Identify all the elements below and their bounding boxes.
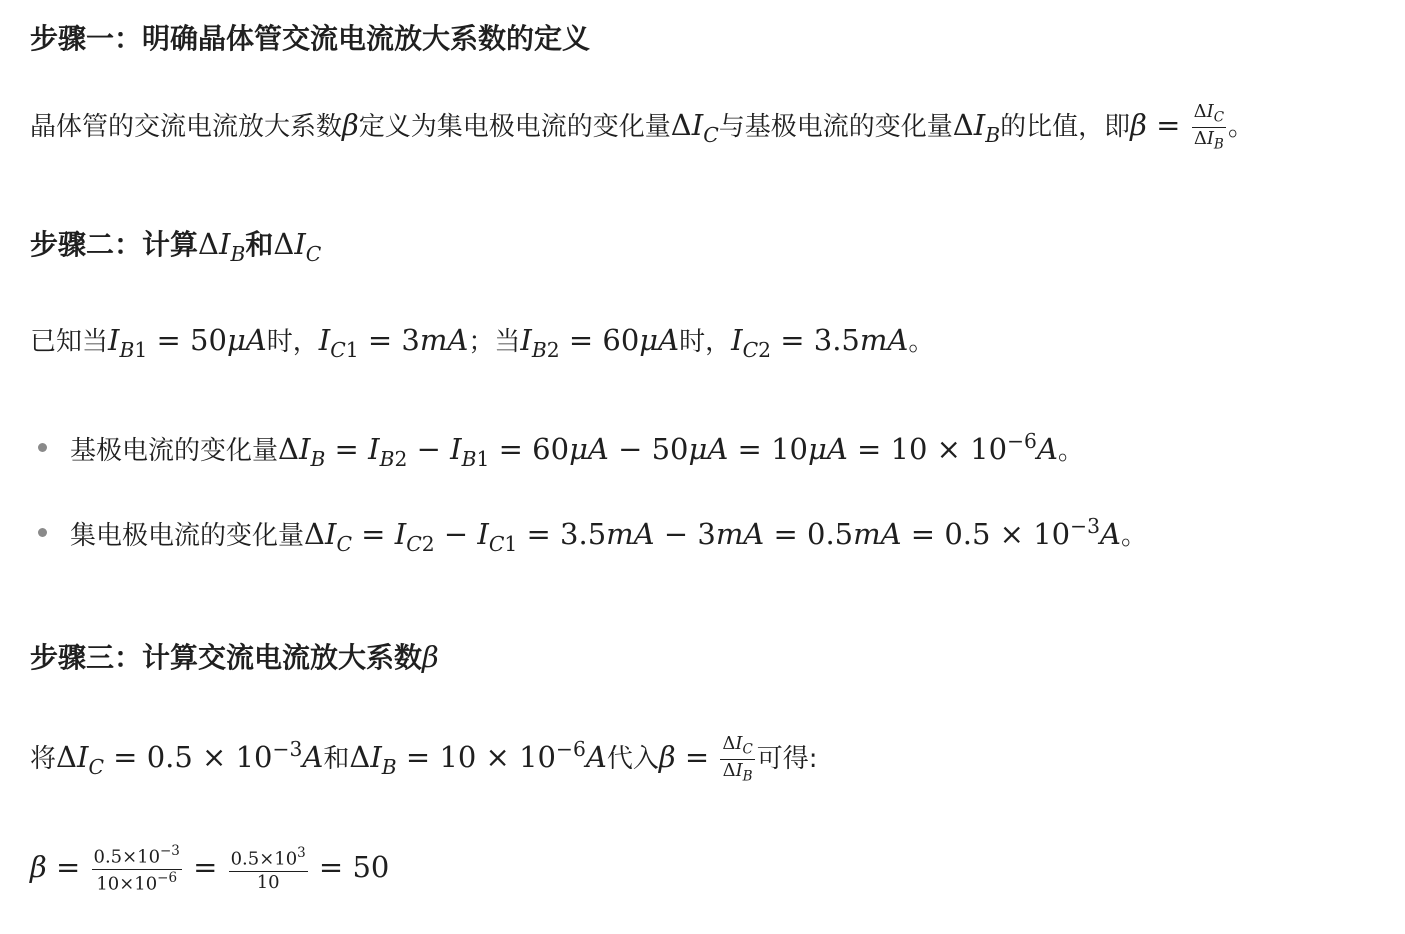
- step2-heading: [30, 227, 321, 266]
- ib2-equation: $I_{B2} = 60\mu A$: [520, 323, 680, 363]
- result-value: 50: [352, 850, 390, 885]
- delta-ib-value: $\Delta I_B = 10 \times 10^{-6}A$: [349, 736, 607, 780]
- exponent: −6: [157, 869, 178, 886]
- step1-text: 定义为集电极电流的变化量: [358, 112, 671, 143]
- bullet-label: 集电极电流的变化量: [70, 521, 305, 552]
- known-text: 时，: [266, 327, 319, 357]
- numerator: 0.5×10: [93, 846, 161, 868]
- step2-known-values: [30, 323, 934, 362]
- step3-substitution: [30, 733, 818, 785]
- sub-text: 可得:: [756, 744, 818, 775]
- delta-ic-calculation: $\Delta I_C = I_{C2} - I_{C1} = 3.5mA - 3mA = 0.5mA = 0.5 \times 10^{-3}A$: [304, 514, 1121, 557]
- ic2-equation: $I_{C2} = 3.5mA$: [731, 323, 909, 363]
- exponent: −3: [160, 843, 180, 859]
- fraction-2: [229, 845, 308, 894]
- known-text: 已知当: [30, 327, 109, 357]
- exponent: 3: [297, 844, 306, 861]
- value: 0.5 × 10: [944, 517, 1071, 552]
- step3-heading-text: 步骤三：计算交流电流放大系数: [30, 641, 423, 674]
- value: 10 × 10: [890, 432, 1008, 467]
- step1-definition: [30, 101, 1254, 153]
- bullet-icon: [38, 443, 47, 452]
- beta-symbol: β: [422, 640, 439, 674]
- beta-formula: β = $\frac{\Delta I_C}{\Delta I_B}$: [658, 733, 753, 785]
- delta-ic: $\Delta I_C$: [273, 227, 322, 267]
- step1-text: 的比值，即: [1000, 112, 1131, 143]
- value: 0.5 × 10: [146, 740, 273, 775]
- exponent: −6: [555, 736, 586, 761]
- step2-heading-text: 步骤二：计算: [30, 228, 199, 261]
- step1-text: 晶体管的交流电流放大系数: [30, 112, 343, 143]
- bullet-label: 基极电流的变化量: [70, 436, 279, 467]
- numerator: 0.5×10: [230, 848, 298, 870]
- denominator: 10×10: [96, 873, 158, 895]
- final-calculation: [30, 843, 389, 896]
- exponent: −3: [1070, 514, 1101, 538]
- delta-ib: $\Delta I_B$: [198, 227, 246, 267]
- value: 60: [532, 432, 570, 467]
- value: 0.5: [807, 517, 854, 552]
- beta-result-equation: β = $\frac{0.5\times 10^{-3}}{10\times 10^{-6}}$ = $\frac{0.5\times 10^3}{10}$ = 50: [30, 843, 390, 895]
- exponent: −6: [1007, 429, 1037, 453]
- bullet-end: 。: [1120, 521, 1147, 552]
- known-text: ；当: [468, 327, 521, 357]
- denominator: 10: [256, 871, 280, 893]
- step1-text: 与基极电流的变化量: [718, 112, 953, 143]
- bullet-delta-ic: [70, 514, 1147, 557]
- ic2-value: 3.5: [813, 323, 860, 357]
- bullet-delta-ib: [70, 429, 1084, 472]
- known-text: 。: [908, 327, 935, 357]
- sub-text: 代入: [606, 744, 659, 775]
- ic1-equation: $I_{C1} = 3mA$: [318, 323, 469, 363]
- ic1-value: 3: [401, 323, 420, 357]
- delta-ib: $\Delta I_B$: [952, 108, 1001, 148]
- ib1-value: 50: [190, 323, 227, 357]
- step1-text: 。: [1228, 112, 1255, 143]
- beta-formula: β = $\frac{\Delta I_C}{\Delta I_B}$: [1130, 101, 1225, 153]
- ib2-value: 60: [602, 323, 640, 357]
- bullet-icon: [38, 528, 47, 537]
- fraction-1: [92, 843, 182, 896]
- beta-symbol: β: [342, 108, 359, 143]
- value: 50: [651, 432, 689, 467]
- delta-ic-value: $\Delta I_C = 0.5 \times 10^{-3}A$: [56, 736, 324, 780]
- delta-ic: $\Delta I_C$: [670, 108, 719, 148]
- exponent: −3: [272, 736, 303, 761]
- value: 3.5: [560, 517, 607, 552]
- delta-ib-calculation: $\Delta I_B = I_{B2} - I_{B1} = 60\mu A - 50\mu A = 10\mu A = 10 \times 10^{-6}A$: [278, 429, 1058, 472]
- step3-heading: [30, 640, 439, 675]
- sub-text: 将: [30, 744, 57, 775]
- step2-heading-text: 和: [245, 228, 274, 261]
- value: 10 × 10: [439, 740, 556, 775]
- bullet-end: 。: [1057, 436, 1084, 467]
- sub-text: 和: [323, 744, 350, 775]
- step1-heading: 步骤一：明确晶体管交流电流放大系数的定义: [30, 22, 591, 55]
- ib1-equation: $I_{B1} = 50\mu A$: [108, 323, 267, 363]
- value: 3: [697, 517, 716, 552]
- known-text: 时，: [679, 327, 732, 357]
- value: 10: [771, 432, 808, 467]
